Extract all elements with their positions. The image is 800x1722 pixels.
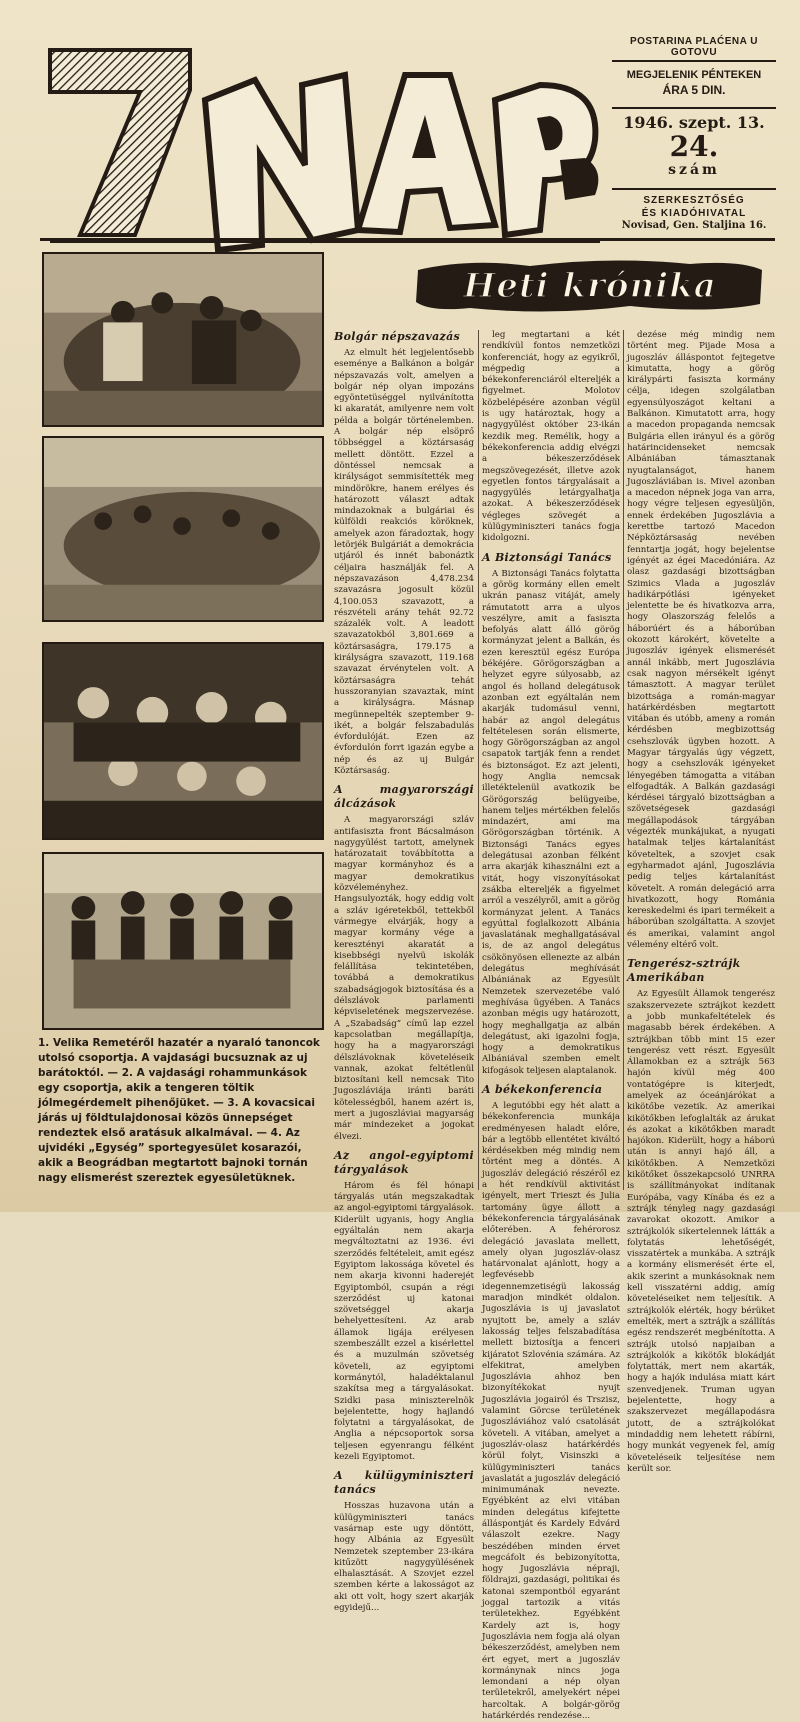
column-divider-1 [478, 330, 479, 1190]
masthead-info [612, 36, 776, 246]
address: Novisad, Gen. Staljina 16. [621, 220, 767, 231]
col3-body-2: Az Egyesült Államok tengerész szakszervezete sztrájkot kezdett a jobb munkafeltételek és magasabb bérek érdekében. A sztrájkban több mint 15 ezer tengerész vett részt. Egyesült Államokban ez a sztrájk 563 hajón kívül még 400 vontatógépre is kiterjedt, amelyek az óceánjárókat a kikötőbe vezetik. Az amerikai kikötőkben lefoglalták az árukat és azokat a kikötőkben maradt hajókon. Kiderült, hogy a háború után is annyi hajó áll, a kikötőkben. A Nemzetközi kikötőket összekapcsoló UNRRA is szállítmányokat indítanak Európába, vagy Kínába és ez a sztrájk tényleg nagy gazdasági zavarokat okozott. Amikor a sztrájkolók sikertelennek látták a folytatás lehetőségét, visszatértek a munkába. A sztrájk a kormány elismerését érte el, akik szerint a munkásoknak nem kell visszatérni addig, amíg követeléseiket nem teljesítik. A sztrájkolók elérték, hogy bérüket emelték, mert a sztrájk a szállítás egész rendszerét megbénította. A sztrájk utolsó napjaiban a sztrájkolók a kikötők blokádját folytatták, mert nem akarták, hogy a hajók indulása miatt kárt szenvedjenek. Truman ugyan bejelentette, hogy a szakszervezet megállapodásra jutott, de a sztrájkolókat mindaddig nem lehetett rábírni, hogy munkát vegyenek fel, amíg követeléseik teljesítése nem került sor. [627, 989, 775, 1474]
photo-3 [42, 642, 324, 840]
photo-caption: 1. Velika Remetéről hazatér a nyaraló tanoncok utolsó csoportja. A vajdasági bucsuznak az uj barátoktól. — 2. A vajdasági rohammunkások egy csoportja, akik a tengeren töltik jólmegérdemelt pihenőjüket. — 3. A kovacsicai járás uj földtulajdonosai közös ünnepséget rendeztek első aratásuk alkalmával. — 4. Az ujvidéki „Egység” sportegyesület kosarazói, akik a Beográdban megtartott bajnoki tornán nagy elismerést szereztek egyesületüknek. [38, 1037, 320, 1184]
editorial-office [612, 188, 776, 220]
photo-2 [42, 436, 324, 622]
col1-body-1: Az elmult hét legjelentősebb eseménye a Balkánon a bolgár népszavazás volt, amelyen a bolgár nép olyan impozáns egyöntetüséggel nyilvánította ki akaratát, amilyenre nem volt példa a bolgár történelemben. A bolgár nép elsöprő többséggel a köztársaság mellett döntött. Ezzel a döntéssel nemcsak a királyságot semmisítették meg mindörökre, hanem erélyes és határozott választ adtak mindazoknak a bulgáriai és külföldi reakciós köröknek, amelyek azon fáradoztak, hogy letörjék Bulgáriát a demokrácia utjáról és innét babonáztk céljaira használják fel. A népszavazáson 4,478.234 szavazásra jogosult közül 4,100.053 szavazott, a részvételi arány tehát 92.72 százalék volt. A leadott szavazatokból 3,801.669 a köztársaságra, 179.175 a királyságra szavazott, 119.168 szavazat érvénytelen volt. A köztársaságra tehát husszoranyian szavaztak, mint a királyságra. Másnap megünnepelték szeptember 9-ikét, a bolgár felszabadulás évfordulóját. Ezen az évfordulón forrt igazán egybe a nép és az uj Bulgár Köztársaság. [334, 348, 474, 776]
price: ÁRA 5 DIN. [662, 83, 726, 97]
col2-body-2: A Biztonsági Tanács folytatta a görög kormány ellen emelt ukrán panasz vitáját, amely rámutatott arra a ulyos veszélyre, amit a fasiszta befolyás alatt álló görög kormányzat jelent a Balkán, és ezen keresztül egész Európa békéjére. Görögországban a helyzet egyre súlyosabb, az angol és holland delegátusok azonban ezt egyáltalán nem akarják tudomásul venni, habár az angol delegátus feltételesen során elismerte, hogy Görögországban az angol csapatok tartják fenn a rendet és biztonságot. Ez azt jelenti, hogy Anglia nemcsak illetéktelenül avatkozik be Görögország belügyeibe, hanem teljes mértékben felelős mindazért, ami ma Görögországban történik. A Biztonsági Tanács egyes delegátusai azonban félként arra akarják kihasználni ezt a vitát, hogy viszonyításokat zsákba eltereljék a figyelmet arról a veszélyről, amit a görög kormányzat jelent. A Tanács egyúttal foglalkozott Albánia javaslatának meghallgatásával is, de az angol delegátus csökönyösen ellenezte az albán delegátus meghívását Albániának az Egyesült Nemzetek szervezetébe való meghívása ügyében. A Tanács azonban mégis ugy határozott, hogy meghallgatja az albán delegátust, aki igazolni fogja, hogy a demokratikus Albániával szemben emelt kifogások teljesen alaptalanok. [482, 568, 620, 1076]
col2-body-1: leg megtartani a két rendkívül fontos nemzetközi konferenciát, hogy az egyikről, mégpedig a békekonferenciáról eltereljék a figyelmet. Molotov közbelépésére azonban végül is ugy határoztak, hogy a nagygyűlést október 23-ikán kezdik meg. Remélik, hogy a békekonferencia addig elvégzi a békeszerződések megszövegezését, illetve azok egyetlen fontos tárgyalásait a nagygyülés letárgyalhatja azokat. A békeszerződések végleges szövegét a külügyminiszteri tanács fogja kidolgozni. [482, 330, 620, 544]
col1-heading-1: Bolgár népszavazás [334, 330, 460, 343]
col2-body-3: A legutóbbi egy hét alatt a békekonferencia munkája eredményesen haladt előre, bár a legtöbb ellentétet kiváltó kérdésekben még mindig nem történt meg a döntés. A jugoszláv delegáció részéről ez a hét rendkívül aktivitást igényelt, mert Trieszt és Julia tartomány ügye állott a békekonferencia tárgyalásának előterében. A fehérorosz delegáció javaslata mellett, amely olyan jugoszláv-olasz határvonalat ajánlott, hogy a legfevésebb idegennemzetiségü lakosság maradjon mindkét oldalon. Jugoszlávia is uj javaslatot nyujtott be, amely a szláv lakosság teljes felszabadítása mellett biztosítja a fenceri kijáratot Szlovénia számára. Az elfekitrat, amelyben Jugoszlávia ahhoz ben bizonyítékokat nyujt Jugoszlávia jogairól és Trszisz, valamint Görcse területének Jugoszláviához való csatolását követeli. A vitában, amelyet a jugoszláv-olasz határkérdés körül folyt, Visinszki a külügyminiszteri tanács javaslatát a jugoszláv delegáció minimumának nevezte. Egyébként az elvi vitában minden delegátus kifejtette álláspontját és Kardely Edvárd válaszolt ezekre. Nagy beszédében minden érvet megcáfolt és bebizonyította, hogy Jugoszlávia népraji, földrajzi, gazdasági, politikai és katonai szempontból egyaránt joggal tartozik a vitás területekhez. Egyébként Kardely azt is, hogy Jugoszlávia nem fogja alá olyan békeszerződést, amelyben nem ért egyet, mert a jugoszláv kormánynak nincs joga lemondani a nép olyan területekről, amelyekért népei harcoltak. A bolgár-görög határkérdés rendezése... [482, 1101, 620, 1722]
col1-body-4: Hosszas huzavona után a külügyminiszteri tanács vasárnap este ugy döntött, hogy Albánia az Egyesült Nemzetek szeptember 23-ikára kitűzött nagygyülésének elhalasztását. A Szovjet ezzel szemben kérte a lakosságot az aki ott volt, hogy szert akarják egyidejű... [334, 1501, 474, 1613]
photo-1 [42, 252, 324, 427]
col1-heading-4: A külügyminiszteri tanács [334, 1469, 474, 1497]
editorial-line-1: SZERKESZTŐSÉG [643, 195, 745, 206]
postal-note: POSTARINA PLAĆENA U GOTOVU [612, 36, 776, 62]
heti-kronika-banner [410, 256, 770, 316]
masthead-logo [40, 40, 610, 255]
appears-line: MEGJELENIK PÉNTEKEN [626, 69, 762, 81]
issue-number: 24. [669, 130, 719, 163]
column-1 [334, 330, 474, 1613]
editorial-line-2: ÉS KIADÓHIVATAL [641, 208, 747, 219]
col3-heading-2: Tengerész-sztrájk Amerikában [627, 957, 741, 985]
col1-body-3: Három és fél hónapi tárgyalás után megszakadtak az angol-egyiptomi tárgyalások. Kiderült ugyanis, hogy Anglia egyáltalán nem akarja megváltoztatni az 1936. évi szerződés feltételeit, amit egész Egyiptom lakossága követel és nem akarja kivonni haderejét Egyiptomból, csupán a régi szerződést uj katonai szövetséggel akarja behelyettesíteni. Az arab államok ligája erélyesen szembeszállt ezzel a kisérlettel és a muzulmán szövetség követeli, az egyiptomi kormánytól, haladéktalanul szakítsa meg a tárgyalásokat. Szidki pasa miniszterelnök bejelentette, hogy hajlandó folytatni a tárgyalásokat, de Anglia a népcsoportok sorsa teljesen egyenrangu félként kezeli Egyiptomot. [334, 1180, 474, 1463]
masthead-title-graphic [40, 40, 610, 255]
masthead-rule [40, 238, 775, 241]
issue-date: 1946. szept. 13. [612, 107, 776, 132]
issue-word: szám [668, 162, 720, 178]
column-3 [627, 330, 775, 1474]
col1-heading-3: Az angol-egyiptomi tárgyalások [334, 1148, 474, 1176]
col1-body-2: A magyarországi szláv antifasiszta front Bácsalmáson nagygyülést tartott, amelynek határozatait továbbította a magyar kormányhoz és a magyar demokratikus közvéleményhez. Hangsulyozták, hogy eddig volt a szláv igéretekből, tettekből vármegye elvárják, hogy a magyar kormány vége a keresztényi akaratát a kisebbségi nyelvü iskolák felállítása tekintetében, továbbá a demokratikus szabadságjogok biztosítása és a délszlávok parlamenti képviseletének megszervezése. A „Szabadság” című lap ezzel kapcsolatban megállapítja, hogy ha a magyarországi délszlávoknak követeléseik vannak, azokat feltétlenül biztosítani kell nemcsak Tito Jugoszláviája iránti baráti kötelességből, hanem azért is, mert a jugoszláviai magyarság már mindezeket a jogokat élvezi. [334, 815, 474, 1142]
col1-heading-2: A magyarországi álcázások [334, 783, 474, 811]
photo-4 [42, 852, 324, 1030]
col3-body-1: dezése még mindig nem történt meg. Pijade Mosa a jugoszláv álláspontot fejtegetve kimutatta, hogy a görög királypárti fasiszta kormány célja, idegen szolgálatban egyensúlyoszágot keltani a Balkánon. Kimutatott arra, hogy a macedon propaganda nemcsak Bulgária ellen irányul és a görög határincidenseket nemcsak Albániában támasztanak nyugtalanságot, hanem Jugoszláviában is. Mivel azonban a macedon népnek joga van arra, hogy végre teljesen egyesüljön, ennek érdekében Jugoszlávia a kerettbe tartozó Macedon Népköztársaság nevében fenntartja jogát, hogy bejelentse igényét az égei Macedóniára. Az olasz gazdasági bizottságban Szimics Vlada a jugoszláv hadikárpótlási igényeket jelentette be és hivatkozva arra, hogy Olaszország felelős a háborúért és a háborúban okozott károkért, követelte a jugoszláv igények elismerését annál inkább, mert Jugoszlávia csak nagyon mérsékelt igényt támasztott. A magyar terület bizottsága a román-magyar határkérdésben megtartott vitában és utóbb, ameny a román kérdésben megbizottság csehszlovák ügyben hozott. A Magyar tárgyalás úgy végzett, hogy a csehszlovák igényeket lényegében támogatta a vitában elfogadták. A Balkán gazdasági kérdései tárgyaló bizottságban a szövetségesek gazdasági megállapodások tárgyában végezték munkájukat, a nyugati hatalmak teljes kártalanítást követeltek, a szovjet csak egyharmadot ajánl, Jugoszlávia pedig teljes kártalanítást követelt. A román delegáció arra hivatkozott, hogy Románia kereskedelmi és ipari termékeit a háborúban szolgáltatta. A szovjet és amerikai, valamint angol vélemény eltérő volt. [627, 330, 775, 951]
col2-heading-2: A Biztonsági Tanács [482, 550, 612, 564]
column-2 [482, 330, 620, 1722]
col2-heading-3: A békekonferencia [482, 1083, 603, 1096]
column-divider-2 [623, 330, 624, 1190]
banner-title: Heti krónika [463, 266, 717, 306]
